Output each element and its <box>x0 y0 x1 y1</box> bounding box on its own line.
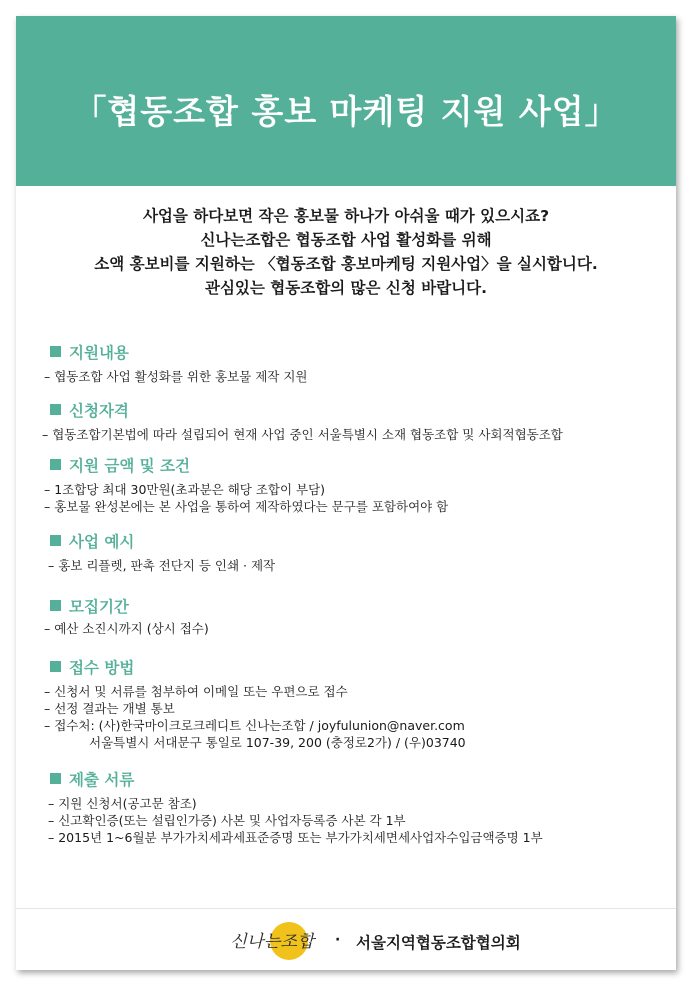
square-bullet-icon <box>50 346 61 357</box>
list-item: – 지원 신청서(공고문 참조) <box>48 796 197 811</box>
shinnaneun-logo <box>226 916 318 966</box>
section-title: 지원 금액 및 조건 <box>50 454 190 476</box>
list-item: – 신고확인증(또는 설립인가증) 사본 및 사업자등록증 사본 각 1부 <box>48 813 406 828</box>
intro-text <box>16 204 676 300</box>
intro-line: 신나는조합은 협동조합 사업 활성화를 위해 <box>200 231 492 249</box>
svg-text:신나는조합: 신나는조합 <box>230 932 317 952</box>
footer-bullet: · <box>335 932 341 948</box>
list-item: 서울특별시 서대문구 통일로 107-39, 200 (충정로2가) / (우)03740 <box>89 735 466 750</box>
footer-divider <box>16 908 676 909</box>
square-bullet-icon <box>50 459 61 470</box>
intro-line: 관심있는 협동조합의 많은 신청 바랍니다. <box>204 279 487 297</box>
list-item: – 1조합당 최대 30만원(초과분은 해당 조합이 부담) <box>44 482 326 497</box>
list-item: – 홍보 리플렛, 판촉 전단지 등 인쇄 · 제작 <box>48 558 276 573</box>
square-bullet-icon <box>50 535 61 546</box>
section-title: 모집기간 <box>50 595 129 617</box>
page-title: 「협동조합 홍보 마케팅 지원 사업」 <box>73 92 619 131</box>
list-item: – 선정 결과는 개별 통보 <box>44 701 175 716</box>
intro-line: 소액 홍보비를 지원하는 〈협동조합 홍보마케팅 지원사업〉을 실시합니다. <box>94 255 598 273</box>
section-title: 접수 방법 <box>50 656 134 678</box>
square-bullet-icon <box>50 404 61 415</box>
section-title: 신청자격 <box>50 399 129 421</box>
list-item: – 2015년 1~6월분 부가가치세과세표준증명 또는 부가가치세면세사업자수입금액증명 1부 <box>48 830 543 845</box>
list-item: – 협동조합기본법에 따라 설립되어 현재 사업 중인 서울특별시 소재 협동조합 및 사회적협동조합 <box>42 427 563 442</box>
list-item: – 홍보물 완성본에는 본 사업을 통하여 제작하였다는 문구를 포함하여야 함 <box>44 499 449 514</box>
square-bullet-icon <box>50 661 61 672</box>
list-item: – 예산 소진시까지 (상시 접수) <box>44 621 209 636</box>
list-item: – 접수처: (사)한국마이크로크레디트 신나는조합 / joyfulunion@naver.com <box>44 718 465 733</box>
intro-line: 사업을 하다보면 작은 홍보물 하나가 아쉬울 때가 있으시죠? <box>142 207 550 225</box>
organization-name: 서울지역협동조합협의회 <box>356 934 521 952</box>
section-title: 지원내용 <box>50 341 129 363</box>
section-title: 사업 예시 <box>50 530 134 552</box>
list-item: – 신청서 및 서류를 첨부하여 이메일 또는 우편으로 접수 <box>44 684 348 699</box>
square-bullet-icon <box>50 773 61 784</box>
title-banner <box>16 16 676 186</box>
poster <box>16 16 676 970</box>
square-bullet-icon <box>50 600 61 611</box>
list-item: – 협동조합 사업 활성화를 위한 홍보물 제작 지원 <box>44 369 308 384</box>
section-title: 제출 서류 <box>50 768 134 790</box>
